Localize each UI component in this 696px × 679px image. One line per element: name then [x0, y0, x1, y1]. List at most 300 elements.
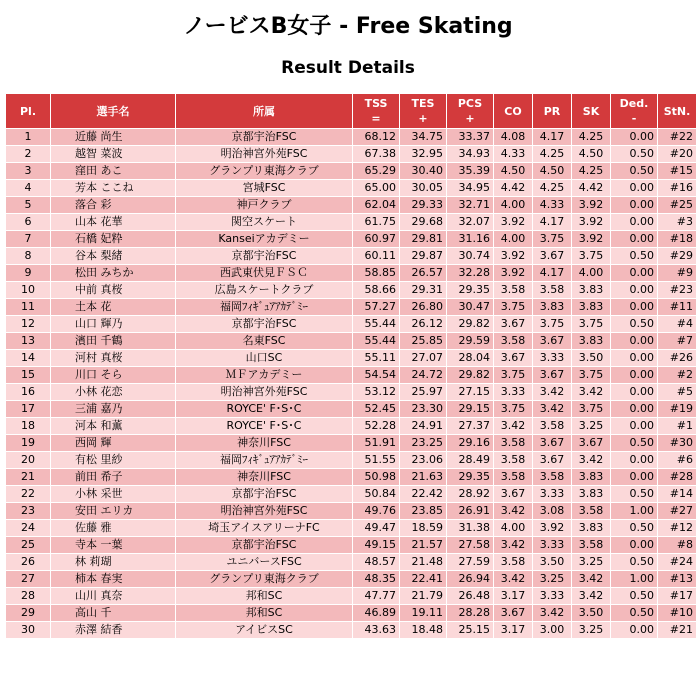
cell-ded: 0.50 — [611, 163, 657, 179]
cell-co: 3.67 — [494, 486, 532, 502]
cell-club: アイビスSC — [176, 622, 352, 638]
cell-sk: 3.83 — [572, 282, 610, 298]
cell-tes: 23.30 — [400, 401, 446, 417]
cell-place: 7 — [6, 231, 50, 247]
cell-pcs: 34.93 — [447, 146, 493, 162]
cell-stn: #11 — [658, 299, 696, 315]
cell-sk: 4.25 — [572, 129, 610, 145]
cell-tss: 60.11 — [353, 248, 399, 264]
cell-club: 宮城FSC — [176, 180, 352, 196]
cell-stn: #12 — [658, 520, 696, 536]
cell-tes: 34.75 — [400, 129, 446, 145]
cell-place: 6 — [6, 214, 50, 230]
table-row — [6, 503, 696, 519]
cell-pcs: 29.35 — [447, 469, 493, 485]
cell-stn: #17 — [658, 588, 696, 604]
cell-co: 3.42 — [494, 571, 532, 587]
cell-stn: #23 — [658, 282, 696, 298]
cell-club: 明治神宮外苑FSC — [176, 146, 352, 162]
cell-sk: 3.58 — [572, 503, 610, 519]
cell-stn: #1 — [658, 418, 696, 434]
cell-co: 3.42 — [494, 503, 532, 519]
cell-sk: 3.50 — [572, 605, 610, 621]
cell-co: 3.75 — [494, 299, 532, 315]
cell-stn: #28 — [658, 469, 696, 485]
page-title: ノービスB女子 - Free Skating — [183, 14, 513, 39]
cell-tss: 58.85 — [353, 265, 399, 281]
cell-place: 2 — [6, 146, 50, 162]
cell-club: 神奈川FSC — [176, 435, 352, 451]
table-row — [6, 520, 696, 536]
cell-pcs: 31.16 — [447, 231, 493, 247]
cell-sk: 3.75 — [572, 248, 610, 264]
cell-place: 22 — [6, 486, 50, 502]
header-sk: SK — [572, 94, 610, 128]
cell-name: 河村 真桜 — [51, 350, 175, 366]
cell-stn: #27 — [658, 503, 696, 519]
cell-place: 4 — [6, 180, 50, 196]
cell-place: 5 — [6, 197, 50, 213]
cell-ded: 0.00 — [611, 129, 657, 145]
cell-ded: 0.50 — [611, 248, 657, 264]
cell-tss: 67.38 — [353, 146, 399, 162]
cell-name: 小林 采世 — [51, 486, 175, 502]
cell-place: 15 — [6, 367, 50, 383]
cell-tss: 49.47 — [353, 520, 399, 536]
cell-name: 土本 花 — [51, 299, 175, 315]
cell-sk: 3.25 — [572, 554, 610, 570]
cell-tss: 65.29 — [353, 163, 399, 179]
table-row — [6, 129, 696, 145]
cell-name: 有松 里紗 — [51, 452, 175, 468]
cell-tes: 23.85 — [400, 503, 446, 519]
cell-pcs: 26.91 — [447, 503, 493, 519]
table-row — [6, 418, 696, 434]
cell-stn: #16 — [658, 180, 696, 196]
cell-place: 10 — [6, 282, 50, 298]
cell-club: 京都宇治FSC — [176, 486, 352, 502]
cell-name: 前田 希子 — [51, 469, 175, 485]
cell-pr: 3.42 — [533, 605, 571, 621]
cell-co: 4.50 — [494, 163, 532, 179]
header-tes-op: + — [418, 112, 428, 125]
cell-tss: 54.54 — [353, 367, 399, 383]
cell-ded: 0.00 — [611, 537, 657, 553]
cell-co: 3.67 — [494, 605, 532, 621]
table-row — [6, 163, 696, 179]
cell-pr: 3.58 — [533, 418, 571, 434]
table-row — [6, 384, 696, 400]
cell-sk: 3.83 — [572, 486, 610, 502]
cell-club: 山口SC — [176, 350, 352, 366]
table-row — [6, 367, 696, 383]
cell-tss: 60.97 — [353, 231, 399, 247]
cell-sk: 3.42 — [572, 588, 610, 604]
cell-co: 4.00 — [494, 197, 532, 213]
cell-pr: 3.67 — [533, 452, 571, 468]
cell-co: 3.58 — [494, 333, 532, 349]
cell-sk: 4.50 — [572, 146, 610, 162]
results-body — [6, 129, 696, 638]
cell-club: 西武東伏見ＦＳＣ — [176, 265, 352, 281]
cell-tes: 18.59 — [400, 520, 446, 536]
cell-name: 佐藤 雅 — [51, 520, 175, 536]
table-row — [6, 350, 696, 366]
cell-co: 4.33 — [494, 146, 532, 162]
table-row — [6, 180, 696, 196]
cell-name: 安田 エリカ — [51, 503, 175, 519]
cell-co: 3.92 — [494, 248, 532, 264]
cell-tss: 57.27 — [353, 299, 399, 315]
table-row — [6, 316, 696, 332]
header-tss-label: TSS — [364, 97, 388, 110]
cell-name: 山本 花華 — [51, 214, 175, 230]
cell-pr: 3.58 — [533, 282, 571, 298]
cell-name: 中前 真桜 — [51, 282, 175, 298]
cell-sk: 3.92 — [572, 231, 610, 247]
cell-stn: #21 — [658, 622, 696, 638]
cell-co: 4.00 — [494, 231, 532, 247]
table-row — [6, 486, 696, 502]
cell-pr: 3.58 — [533, 469, 571, 485]
cell-place: 26 — [6, 554, 50, 570]
cell-stn: #5 — [658, 384, 696, 400]
cell-ded: 0.00 — [611, 469, 657, 485]
cell-tss: 53.12 — [353, 384, 399, 400]
cell-stn: #26 — [658, 350, 696, 366]
cell-co: 3.42 — [494, 537, 532, 553]
cell-tes: 27.07 — [400, 350, 446, 366]
cell-pcs: 27.15 — [447, 384, 493, 400]
table-row — [6, 435, 696, 451]
cell-tss: 46.89 — [353, 605, 399, 621]
cell-sk: 3.83 — [572, 333, 610, 349]
cell-place: 27 — [6, 571, 50, 587]
cell-tes: 18.48 — [400, 622, 446, 638]
cell-place: 23 — [6, 503, 50, 519]
table-row — [6, 588, 696, 604]
cell-pcs: 32.07 — [447, 214, 493, 230]
cell-sk: 3.83 — [572, 299, 610, 315]
cell-tes: 30.40 — [400, 163, 446, 179]
cell-name: 松田 みちか — [51, 265, 175, 281]
cell-sk: 3.92 — [572, 197, 610, 213]
header-tes — [400, 94, 446, 128]
header-co: CO — [494, 94, 532, 128]
cell-sk: 3.67 — [572, 435, 610, 451]
cell-stn: #22 — [658, 129, 696, 145]
cell-club: Kanseiアカデミー — [176, 231, 352, 247]
cell-club: 京都宇治FSC — [176, 537, 352, 553]
cell-stn: #18 — [658, 231, 696, 247]
cell-place: 20 — [6, 452, 50, 468]
cell-tss: 58.66 — [353, 282, 399, 298]
cell-co: 3.92 — [494, 214, 532, 230]
cell-name: 柿本 春実 — [51, 571, 175, 587]
table-header-row — [6, 94, 696, 128]
cell-club: ROYCE' F･S･C — [176, 401, 352, 417]
cell-stn: #9 — [658, 265, 696, 281]
cell-stn: #29 — [658, 248, 696, 264]
cell-tss: 52.28 — [353, 418, 399, 434]
cell-stn: #20 — [658, 146, 696, 162]
cell-sk: 4.42 — [572, 180, 610, 196]
cell-tss: 51.91 — [353, 435, 399, 451]
cell-sk: 3.50 — [572, 350, 610, 366]
cell-ded: 0.00 — [611, 265, 657, 281]
cell-tes: 25.85 — [400, 333, 446, 349]
cell-pcs: 29.82 — [447, 367, 493, 383]
cell-name: 芳本 ここね — [51, 180, 175, 196]
cell-pcs: 34.95 — [447, 180, 493, 196]
table-row — [6, 622, 696, 638]
cell-pr: 4.25 — [533, 146, 571, 162]
cell-name: 西岡 輝 — [51, 435, 175, 451]
cell-sk: 3.42 — [572, 384, 610, 400]
cell-place: 8 — [6, 248, 50, 264]
cell-pr: 4.50 — [533, 163, 571, 179]
cell-place: 18 — [6, 418, 50, 434]
cell-co: 3.58 — [494, 469, 532, 485]
cell-ded: 0.50 — [611, 146, 657, 162]
cell-place: 21 — [6, 469, 50, 485]
table-row — [6, 537, 696, 553]
cell-name: 濱田 千鶴 — [51, 333, 175, 349]
cell-stn: #30 — [658, 435, 696, 451]
cell-pcs: 30.47 — [447, 299, 493, 315]
cell-place: 19 — [6, 435, 50, 451]
cell-name: 河本 和薫 — [51, 418, 175, 434]
cell-pr: 3.08 — [533, 503, 571, 519]
cell-name: 落合 彩 — [51, 197, 175, 213]
cell-stn: #3 — [658, 214, 696, 230]
cell-tes: 29.87 — [400, 248, 446, 264]
cell-pr: 4.17 — [533, 265, 571, 281]
table-row — [6, 469, 696, 485]
cell-stn: #14 — [658, 486, 696, 502]
cell-ded: 0.50 — [611, 520, 657, 536]
cell-place: 9 — [6, 265, 50, 281]
cell-ded: 0.00 — [611, 622, 657, 638]
cell-pr: 3.33 — [533, 350, 571, 366]
cell-name: 近藤 尚生 — [51, 129, 175, 145]
cell-co: 3.58 — [494, 452, 532, 468]
table-row — [6, 248, 696, 264]
cell-name: 林 莉瑚 — [51, 554, 175, 570]
cell-stn: #2 — [658, 367, 696, 383]
header-ded-label: Ded. — [619, 97, 649, 110]
header-tss — [353, 94, 399, 128]
cell-pr: 3.42 — [533, 384, 571, 400]
cell-name: 山口 輝乃 — [51, 316, 175, 332]
cell-tss: 65.00 — [353, 180, 399, 196]
header-ded-op: - — [631, 112, 637, 125]
cell-tes: 19.11 — [400, 605, 446, 621]
cell-ded: 0.00 — [611, 452, 657, 468]
cell-club: グランプリ東海クラブ — [176, 571, 352, 587]
cell-club: 神奈川FSC — [176, 469, 352, 485]
cell-name: 川口 そら — [51, 367, 175, 383]
table-row — [6, 605, 696, 621]
cell-place: 25 — [6, 537, 50, 553]
cell-place: 13 — [6, 333, 50, 349]
header-pr: PR — [533, 94, 571, 128]
cell-name: 山川 真奈 — [51, 588, 175, 604]
table-row — [6, 282, 696, 298]
cell-name: 赤澤 結香 — [51, 622, 175, 638]
results-table-container — [5, 93, 692, 639]
cell-pr: 3.42 — [533, 401, 571, 417]
cell-club: 邦和SC — [176, 605, 352, 621]
cell-tss: 55.44 — [353, 316, 399, 332]
cell-pr: 3.92 — [533, 520, 571, 536]
header-stn: StN. — [658, 94, 696, 128]
cell-pcs: 29.59 — [447, 333, 493, 349]
cell-tes: 26.80 — [400, 299, 446, 315]
cell-co: 4.00 — [494, 520, 532, 536]
cell-tes: 26.12 — [400, 316, 446, 332]
header-name: 選手名 — [51, 94, 175, 128]
cell-club: 名東FSC — [176, 333, 352, 349]
cell-ded: 0.50 — [611, 588, 657, 604]
cell-tes: 24.72 — [400, 367, 446, 383]
cell-pcs: 29.35 — [447, 282, 493, 298]
cell-co: 3.67 — [494, 350, 532, 366]
cell-ded: 0.50 — [611, 435, 657, 451]
cell-club: 神戸クラブ — [176, 197, 352, 213]
cell-stn: #7 — [658, 333, 696, 349]
cell-pcs: 28.92 — [447, 486, 493, 502]
cell-ded: 0.00 — [611, 350, 657, 366]
cell-club: 京都宇治FSC — [176, 248, 352, 264]
cell-pcs: 29.82 — [447, 316, 493, 332]
cell-ded: 0.00 — [611, 333, 657, 349]
header-tes-label: TES — [411, 97, 435, 110]
cell-sk: 3.75 — [572, 316, 610, 332]
cell-tes: 21.79 — [400, 588, 446, 604]
cell-ded: 0.50 — [611, 316, 657, 332]
cell-tes: 21.48 — [400, 554, 446, 570]
cell-tes: 30.05 — [400, 180, 446, 196]
cell-tes: 21.63 — [400, 469, 446, 485]
cell-name: 寺本 一葉 — [51, 537, 175, 553]
cell-pcs: 28.49 — [447, 452, 493, 468]
cell-pr: 3.67 — [533, 333, 571, 349]
cell-tes: 26.57 — [400, 265, 446, 281]
cell-ded: 0.00 — [611, 231, 657, 247]
cell-pr: 4.17 — [533, 129, 571, 145]
cell-co: 3.17 — [494, 622, 532, 638]
cell-sk: 3.42 — [572, 452, 610, 468]
cell-tss: 62.04 — [353, 197, 399, 213]
cell-pcs: 30.74 — [447, 248, 493, 264]
cell-tes: 23.25 — [400, 435, 446, 451]
cell-stn: #25 — [658, 197, 696, 213]
cell-sk: 3.83 — [572, 520, 610, 536]
header-pcs — [447, 94, 493, 128]
cell-place: 3 — [6, 163, 50, 179]
cell-tes: 23.06 — [400, 452, 446, 468]
cell-stn: #10 — [658, 605, 696, 621]
cell-pr: 3.25 — [533, 571, 571, 587]
cell-pr: 3.83 — [533, 299, 571, 315]
results-table — [5, 93, 696, 639]
cell-pcs: 32.28 — [447, 265, 493, 281]
header-tss-op: = — [371, 112, 381, 125]
cell-place: 24 — [6, 520, 50, 536]
cell-ded: 0.00 — [611, 282, 657, 298]
cell-place: 11 — [6, 299, 50, 315]
cell-tes: 22.42 — [400, 486, 446, 502]
cell-ded: 1.00 — [611, 571, 657, 587]
cell-sk: 3.75 — [572, 401, 610, 417]
cell-tss: 61.75 — [353, 214, 399, 230]
cell-sk: 4.25 — [572, 163, 610, 179]
cell-place: 12 — [6, 316, 50, 332]
cell-pr: 4.33 — [533, 197, 571, 213]
table-row — [6, 554, 696, 570]
header-club: 所属 — [176, 94, 352, 128]
header-ded — [611, 94, 657, 128]
cell-tes: 32.95 — [400, 146, 446, 162]
table-row — [6, 401, 696, 417]
cell-place: 1 — [6, 129, 50, 145]
cell-tes: 29.33 — [400, 197, 446, 213]
cell-co: 3.17 — [494, 588, 532, 604]
cell-tss: 55.44 — [353, 333, 399, 349]
cell-sk: 3.25 — [572, 622, 610, 638]
cell-place: 28 — [6, 588, 50, 604]
cell-name: 谷本 梨緒 — [51, 248, 175, 264]
cell-name: 小林 花恋 — [51, 384, 175, 400]
cell-name: 石橋 妃粋 — [51, 231, 175, 247]
cell-tss: 47.77 — [353, 588, 399, 604]
cell-club: ＭＦアカデミー — [176, 367, 352, 383]
table-row — [6, 231, 696, 247]
cell-pr: 3.67 — [533, 435, 571, 451]
cell-name: 三浦 嘉乃 — [51, 401, 175, 417]
cell-ded: 0.00 — [611, 384, 657, 400]
cell-tss: 43.63 — [353, 622, 399, 638]
cell-pr: 4.25 — [533, 180, 571, 196]
cell-co: 3.58 — [494, 435, 532, 451]
cell-pcs: 35.39 — [447, 163, 493, 179]
cell-club: 関空スケート — [176, 214, 352, 230]
cell-sk: 3.42 — [572, 571, 610, 587]
cell-stn: #4 — [658, 316, 696, 332]
cell-co: 3.92 — [494, 265, 532, 281]
cell-club: 邦和SC — [176, 588, 352, 604]
cell-stn: #13 — [658, 571, 696, 587]
cell-ded: 0.00 — [611, 214, 657, 230]
cell-place: 17 — [6, 401, 50, 417]
cell-pr: 3.50 — [533, 554, 571, 570]
cell-pcs: 33.37 — [447, 129, 493, 145]
cell-tss: 68.12 — [353, 129, 399, 145]
cell-tes: 29.68 — [400, 214, 446, 230]
cell-pr: 3.33 — [533, 486, 571, 502]
cell-pr: 3.67 — [533, 367, 571, 383]
cell-pcs: 26.94 — [447, 571, 493, 587]
cell-club: 埼玉アイスアリーナFC — [176, 520, 352, 536]
cell-co: 3.58 — [494, 554, 532, 570]
cell-stn: #24 — [658, 554, 696, 570]
table-row — [6, 299, 696, 315]
header-pcs-label: PCS — [457, 97, 483, 110]
cell-place: 16 — [6, 384, 50, 400]
cell-tss: 48.35 — [353, 571, 399, 587]
cell-place: 14 — [6, 350, 50, 366]
